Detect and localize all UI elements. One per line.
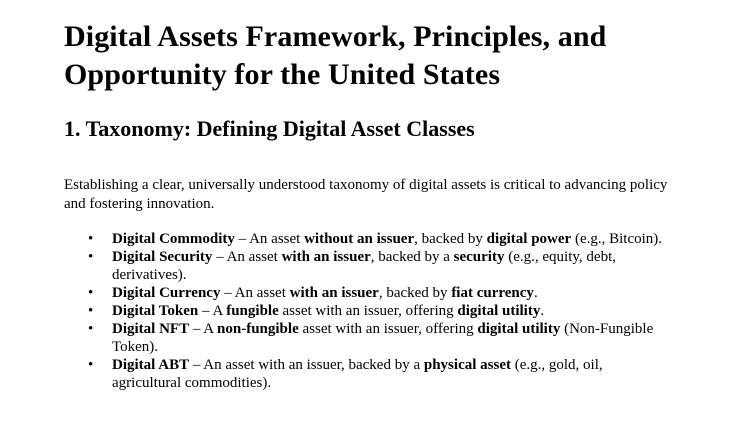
- list-item: [64, 356, 664, 392]
- body-text: (e.g., Bitcoin).: [571, 231, 663, 247]
- bullet-icon: •: [88, 249, 94, 265]
- list-item-text: [112, 320, 672, 356]
- body-text: asset with an issuer, offering: [298, 321, 478, 337]
- bullet-icon: •: [88, 303, 94, 319]
- bullet-icon: •: [88, 231, 94, 247]
- intro-paragraph: Establishing a clear, universally understood taxonomy of digital assets is critical to advancing policy and fostering innovation.: [64, 177, 668, 212]
- body-text: – An asset: [212, 249, 282, 265]
- list-item: [64, 230, 664, 248]
- emphasis-text: physical asset: [423, 357, 511, 373]
- asset-class-name: Digital Token: [112, 303, 199, 319]
- emphasis-text: with an issuer: [289, 285, 379, 301]
- body-text: , backed by: [414, 231, 487, 247]
- asset-class-name: Digital NFT: [112, 321, 190, 337]
- emphasis-text: digital utility: [477, 321, 561, 337]
- bullet-icon: •: [88, 285, 94, 301]
- list-item: [64, 248, 664, 284]
- body-text: , backed by a: [370, 249, 454, 265]
- body-text: asset with an issuer, offering: [278, 303, 458, 319]
- section-heading: 1. Taxonomy: Defining Digital Asset Classes: [64, 116, 475, 141]
- bullet-icon: •: [88, 321, 94, 337]
- emphasis-text: security: [453, 249, 505, 265]
- emphasis-text: without an issuer: [304, 231, 415, 247]
- list-item-text: [112, 302, 672, 320]
- asset-class-name: Digital Commodity: [112, 231, 235, 247]
- list-item-text: [112, 284, 672, 302]
- emphasis-text: digital utility: [457, 303, 541, 319]
- list-item: [64, 302, 664, 320]
- emphasis-text: non-fungible: [217, 321, 299, 337]
- body-text: – An asset with an issuer, backed by a: [189, 357, 424, 373]
- emphasis-text: fungible: [226, 303, 279, 319]
- list-item: [64, 284, 664, 302]
- body-text: .: [540, 303, 545, 319]
- emphasis-text: with an issuer: [281, 249, 371, 265]
- body-text: – An asset: [234, 231, 305, 247]
- document-page: [64, 18, 704, 391]
- body-text: – An asset: [220, 285, 290, 301]
- asset-class-list: [64, 230, 664, 392]
- emphasis-text: digital power: [486, 231, 572, 247]
- asset-class-name: Digital ABT: [112, 357, 190, 373]
- body-text: – A: [198, 303, 227, 319]
- list-item: [64, 320, 664, 356]
- body-text: – A: [189, 321, 218, 337]
- body-text: , backed by: [378, 285, 452, 301]
- list-item-text: [112, 248, 672, 284]
- body-text: (e.g., equity, debt, derivatives).: [112, 249, 616, 283]
- document-title: Digital Assets Framework, Principles, and Opportunity for the United States: [64, 20, 607, 91]
- emphasis-text: fiat currency: [451, 285, 534, 301]
- asset-class-name: Digital Currency: [112, 285, 221, 301]
- body-text: .: [533, 285, 538, 301]
- asset-class-name: Digital Security: [112, 249, 213, 265]
- list-item-text: [112, 356, 672, 392]
- list-item-text: [112, 230, 672, 248]
- body-text: (e.g., gold, oil, agricultural commodities).: [112, 357, 603, 391]
- bullet-icon: •: [88, 357, 94, 373]
- body-text: (Non-Fungible Token).: [112, 321, 654, 355]
